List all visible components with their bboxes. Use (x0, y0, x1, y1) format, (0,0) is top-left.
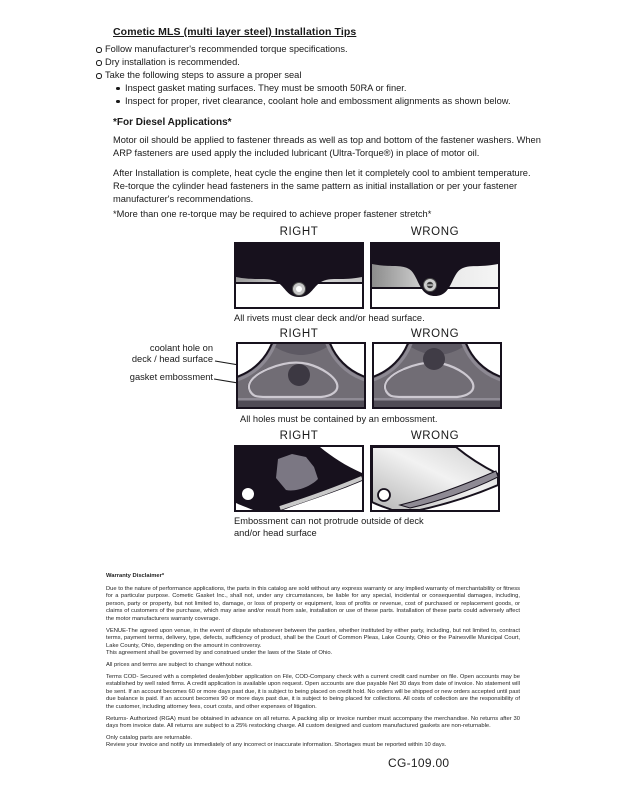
diesel-applications-heading: *For Diesel Applications* (113, 117, 232, 128)
returnable-paragraph: Only catalog parts are returnable. Review your invoice and notify us immediately of any incorrect or inaccurate information. Shortages must be reported within 10 days. (106, 734, 447, 749)
tip-text: Inspect for proper, rivet clearance, coolant hole and embossment alignments as shown below. (125, 96, 511, 106)
terms-paragraph: Terms COD- Secured with a completed dealer/jobber application on File, COD-Company check with a current credit card number on file. Open accounts may be established by well rated firms. A credit application is available upon request. Open accounts are due payable Net 30 days from date of invoice. No statement will be sent. If an account becomes 60 or more days past due, it is subject to being placed on credit hold. No orders will be shipped or new orders accepted until past due balance is paid. If an account becomes 90 or more days past due, it is subject to being placed for collections. All costs of collection are the responsibility of the customer, including attorney fees, court costs, and other expenses of litigation. (106, 673, 520, 710)
row1-caption: All rivets must clear deck and/or head surface. (234, 313, 425, 323)
protrusion-wrong-diagram (370, 445, 500, 512)
rivet-wrong-drawing (372, 244, 498, 307)
gasket-embossment-label: gasket embossment (129, 372, 213, 382)
embossment-containment-wrong-diagram (372, 342, 502, 409)
row3-wrong-label: WRONG (410, 430, 460, 442)
tip-text: Dry installation is recommended. (105, 57, 240, 67)
tip-item (96, 69, 536, 82)
open-bullet-icon (96, 47, 102, 53)
tip-item (96, 43, 536, 56)
rivet-right-drawing (236, 244, 362, 307)
returns-paragraph: Returns- Authorized (RGA) must be obtained in advance on all returns. A packing slip or invoice number must accompany the merchandise. No returns after 30 days from invoice date. All returns are subject to a 25% restocking charge. All custom designed and custom manufactured gaskets are non-returnable. (106, 715, 520, 730)
tip-sub-item (96, 82, 536, 95)
tip-sub-item (96, 95, 536, 108)
row1-wrong-label: WRONG (410, 226, 460, 238)
row3-right-label: RIGHT (279, 430, 319, 442)
solid-bullet-icon (116, 87, 120, 91)
row2-right-label: RIGHT (279, 328, 319, 340)
tip-text: Inspect gasket mating surfaces. They must be smooth 50RA or finer. (125, 83, 407, 93)
row2-caption: All holes must be contained by an embossment. (240, 414, 438, 424)
bolt-hole-icon (242, 488, 254, 500)
row1-right-label: RIGHT (279, 226, 319, 238)
prices-paragraph: All prices and terms are subject to change without notice. (106, 661, 253, 668)
open-bullet-icon (96, 73, 102, 79)
venue-paragraph: VENUE-The agreed upon venue, in the event of dispute whatsoever between the parties, whether instituted by either party, including, but not limited to, contract terms, payment terms, delivery, type, defects, sufficiency of product, shall be the Court of Common Pleas, Lake County, Ohio or the Painesville Municipal Court, Lake County, Ohio, depending on the amount in controversy. This agreement shall be governed by and construed under the laws of the State of Ohio. (106, 627, 520, 657)
rivet-clearance-wrong-diagram (370, 242, 500, 309)
tip-item (96, 56, 536, 69)
tip-text: Take the following steps to assure a proper seal (105, 70, 302, 80)
protrusion-right-diagram (234, 445, 364, 512)
row3-caption: Embossment can not protrude outside of deck and/or head surface (234, 516, 424, 538)
diesel-paragraph-1: Motor oil should be applied to fastener threads as well as top and bottom of the fastener washers. When ARP fasteners are used apply the included lubricant (Ultra-Torque®) in place of motor oil. (113, 135, 541, 159)
coolant-hole-icon (288, 364, 310, 386)
deck-edge-right-drawing (236, 447, 362, 510)
embossment-containment-right-diagram (236, 342, 366, 409)
rivet-clearance-right-diagram (234, 242, 364, 309)
warranty-heading: Warranty Disclaimer* (106, 573, 165, 579)
coolant-hole-icon (423, 348, 445, 370)
coolant-hole-wrong-drawing (374, 344, 500, 407)
diesel-paragraph-2: After Installation is complete, heat cycle the engine then let it completely cool to ambient temperature. Re-torque the cylinder head fasteners in the same pattern as initial installation or per your fastener manufacturer's recommendations. (113, 168, 531, 205)
bolt-hole-icon (378, 489, 390, 501)
page-number: CG-109.00 (388, 756, 450, 770)
deck-edge-wrong-drawing (372, 447, 498, 510)
coolant-hole-right-drawing (238, 344, 364, 407)
warranty-paragraph: Due to the nature of performance applications, the parts in this catalog are sold without any express warranty or any implied warranty of merchantability or fitness for a particular purpose. Cometic Gasket Inc., shall not, under any circumstances, be liable for any special, incidental or consequential damages, including, person, party or property, but not limited to, damage, or loss of property or equipment, loss of profits or revenue, cost of purchased or replacement goods, or claims of customers of the purchase, which may arise and/or result from sale, installation or use of these parts. Installation of these parts could adversely affect the motor manufacturers warranty coverage. (106, 585, 520, 622)
retorque-note: *More than one re-torque may be required to achieve proper fastener stretch* (113, 209, 432, 219)
installation-tips-list (96, 43, 536, 108)
coolant-hole-label: coolant hole on deck / head surface (131, 343, 213, 364)
page-title: Cometic MLS (multi layer steel) Installation Tips (113, 26, 357, 38)
open-bullet-icon (96, 60, 102, 66)
row2-wrong-label: WRONG (410, 328, 460, 340)
warranty-disclaimer-block (106, 573, 520, 754)
tip-text: Follow manufacturer's recommended torque specifications. (105, 44, 348, 54)
solid-bullet-icon (116, 100, 120, 104)
